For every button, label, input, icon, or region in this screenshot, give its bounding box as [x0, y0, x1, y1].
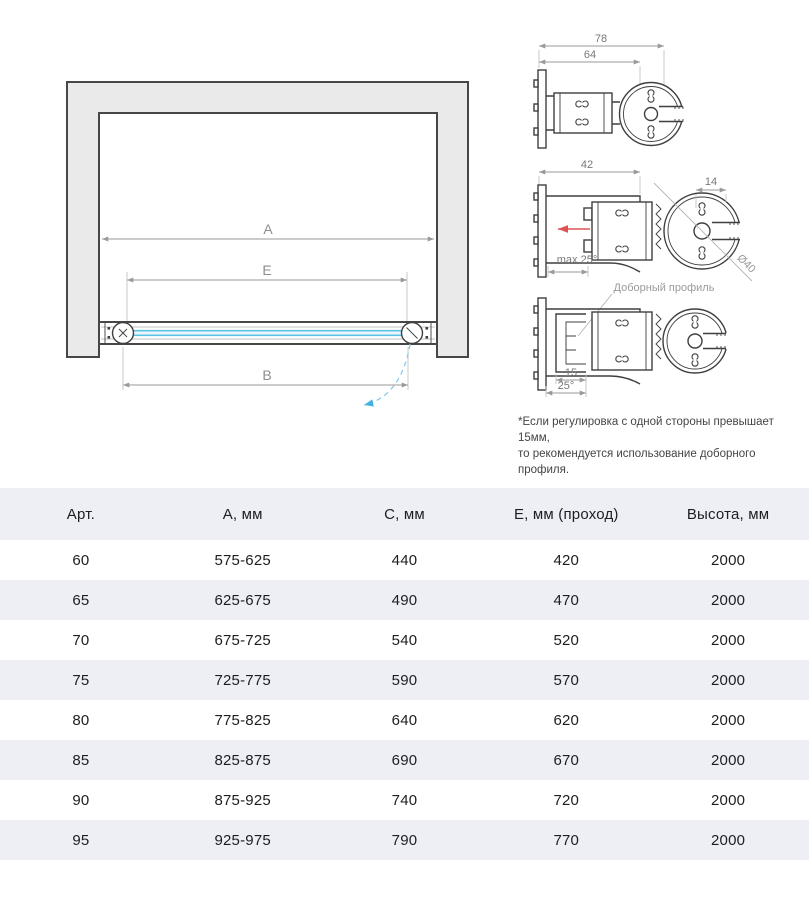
- dim-b-label: В: [262, 367, 272, 383]
- cell-c: 690: [391, 751, 418, 769]
- table-row: [0, 620, 809, 660]
- hinge-fixed: [113, 323, 134, 344]
- dim-14-label: 14: [704, 176, 718, 188]
- profile-section-bottom: [534, 282, 728, 397]
- table-row: [0, 780, 809, 820]
- extension-profile: [556, 314, 586, 372]
- cell-a: 775-825: [214, 711, 271, 729]
- header-art: Арт.: [66, 505, 95, 523]
- dimension-a: [102, 221, 434, 239]
- cell-e: 520: [553, 631, 580, 649]
- footnote-line-2: то рекомендуется использование доборного профиля.: [518, 448, 756, 476]
- cell-art: 95: [72, 831, 90, 849]
- table-row: [0, 740, 809, 780]
- cell-height: 2000: [711, 831, 746, 849]
- footnote-line-1: *Если регулировка с одной стороны превышает 15мм,: [518, 416, 774, 444]
- cell-e: 420: [553, 551, 580, 569]
- cell-a: 925-975: [214, 831, 271, 849]
- header-c-mm: С, мм: [384, 505, 425, 523]
- plan-view-diagram: [67, 82, 468, 405]
- cell-art: 70: [72, 631, 90, 649]
- cell-e: 620: [553, 711, 580, 729]
- cell-art: 65: [72, 591, 90, 609]
- cell-a: 625-675: [214, 591, 271, 609]
- header-a-mm: А, мм: [222, 505, 263, 523]
- cell-height: 2000: [711, 671, 746, 689]
- cell-height: 2000: [711, 551, 746, 569]
- dim-e-label: Е: [262, 262, 272, 278]
- table-header-row: [0, 488, 809, 540]
- cell-e: 720: [553, 791, 580, 809]
- cell-c: 540: [391, 631, 418, 649]
- dim-78-label: 78: [594, 33, 608, 45]
- wall-profile: [538, 185, 546, 277]
- header-height-mm: Высота, мм: [686, 505, 770, 523]
- profile-section-middle: [534, 159, 758, 281]
- dim-25-label: 25°: [557, 380, 575, 392]
- cell-height: 2000: [711, 751, 746, 769]
- cell-c: 490: [391, 591, 418, 609]
- table-row: [0, 660, 809, 700]
- footnote: [518, 414, 803, 478]
- dimension-b: [123, 347, 408, 390]
- cell-height: 2000: [711, 711, 746, 729]
- cell-a: 875-925: [214, 791, 271, 809]
- knurled-knob: [663, 309, 728, 373]
- extension-profile-label: Доборный профиль: [613, 282, 715, 294]
- knurled-knob: [620, 83, 686, 146]
- dim-a-label: А: [263, 221, 273, 237]
- cell-a: 725-775: [214, 671, 271, 689]
- cell-e: 470: [553, 591, 580, 609]
- profile-section-top: [534, 33, 685, 148]
- dim-42-label: 42: [580, 159, 594, 171]
- cell-e: 770: [553, 831, 580, 849]
- cell-height: 2000: [711, 631, 746, 649]
- dim-diameter-label: Ø40: [734, 252, 758, 276]
- cell-art: 85: [72, 751, 90, 769]
- table-row: [0, 580, 809, 620]
- wall-profile: [538, 70, 546, 148]
- cell-a: 575-625: [214, 551, 271, 569]
- table-row: [0, 700, 809, 740]
- dim-max-angle-label: max 25°: [556, 254, 598, 266]
- cell-c: 640: [391, 711, 418, 729]
- door-swing-arc: [364, 344, 410, 405]
- table-row: [0, 540, 809, 580]
- wall-profile: [538, 298, 546, 390]
- door-track: [99, 322, 437, 344]
- cell-height: 2000: [711, 591, 746, 609]
- hinge-pivot: [402, 323, 423, 344]
- cell-e: 670: [553, 751, 580, 769]
- cell-art: 75: [72, 671, 90, 689]
- cell-art: 90: [72, 791, 90, 809]
- cell-a: 825-875: [214, 751, 271, 769]
- dimension-e: [127, 262, 407, 330]
- dim-15-label: 15: [564, 367, 578, 379]
- cell-c: 590: [391, 671, 418, 689]
- cell-c: 790: [391, 831, 418, 849]
- cell-c: 440: [391, 551, 418, 569]
- size-table: [0, 488, 809, 860]
- cell-a: 675-725: [214, 631, 271, 649]
- header-e-mm: Е, мм (проход): [513, 505, 619, 523]
- cell-e: 570: [553, 671, 580, 689]
- dim-64-label: 64: [583, 49, 597, 61]
- cell-height: 2000: [711, 791, 746, 809]
- table-row: [0, 820, 809, 860]
- cell-art: 80: [72, 711, 90, 729]
- cell-c: 740: [391, 791, 418, 809]
- cell-art: 60: [72, 551, 90, 569]
